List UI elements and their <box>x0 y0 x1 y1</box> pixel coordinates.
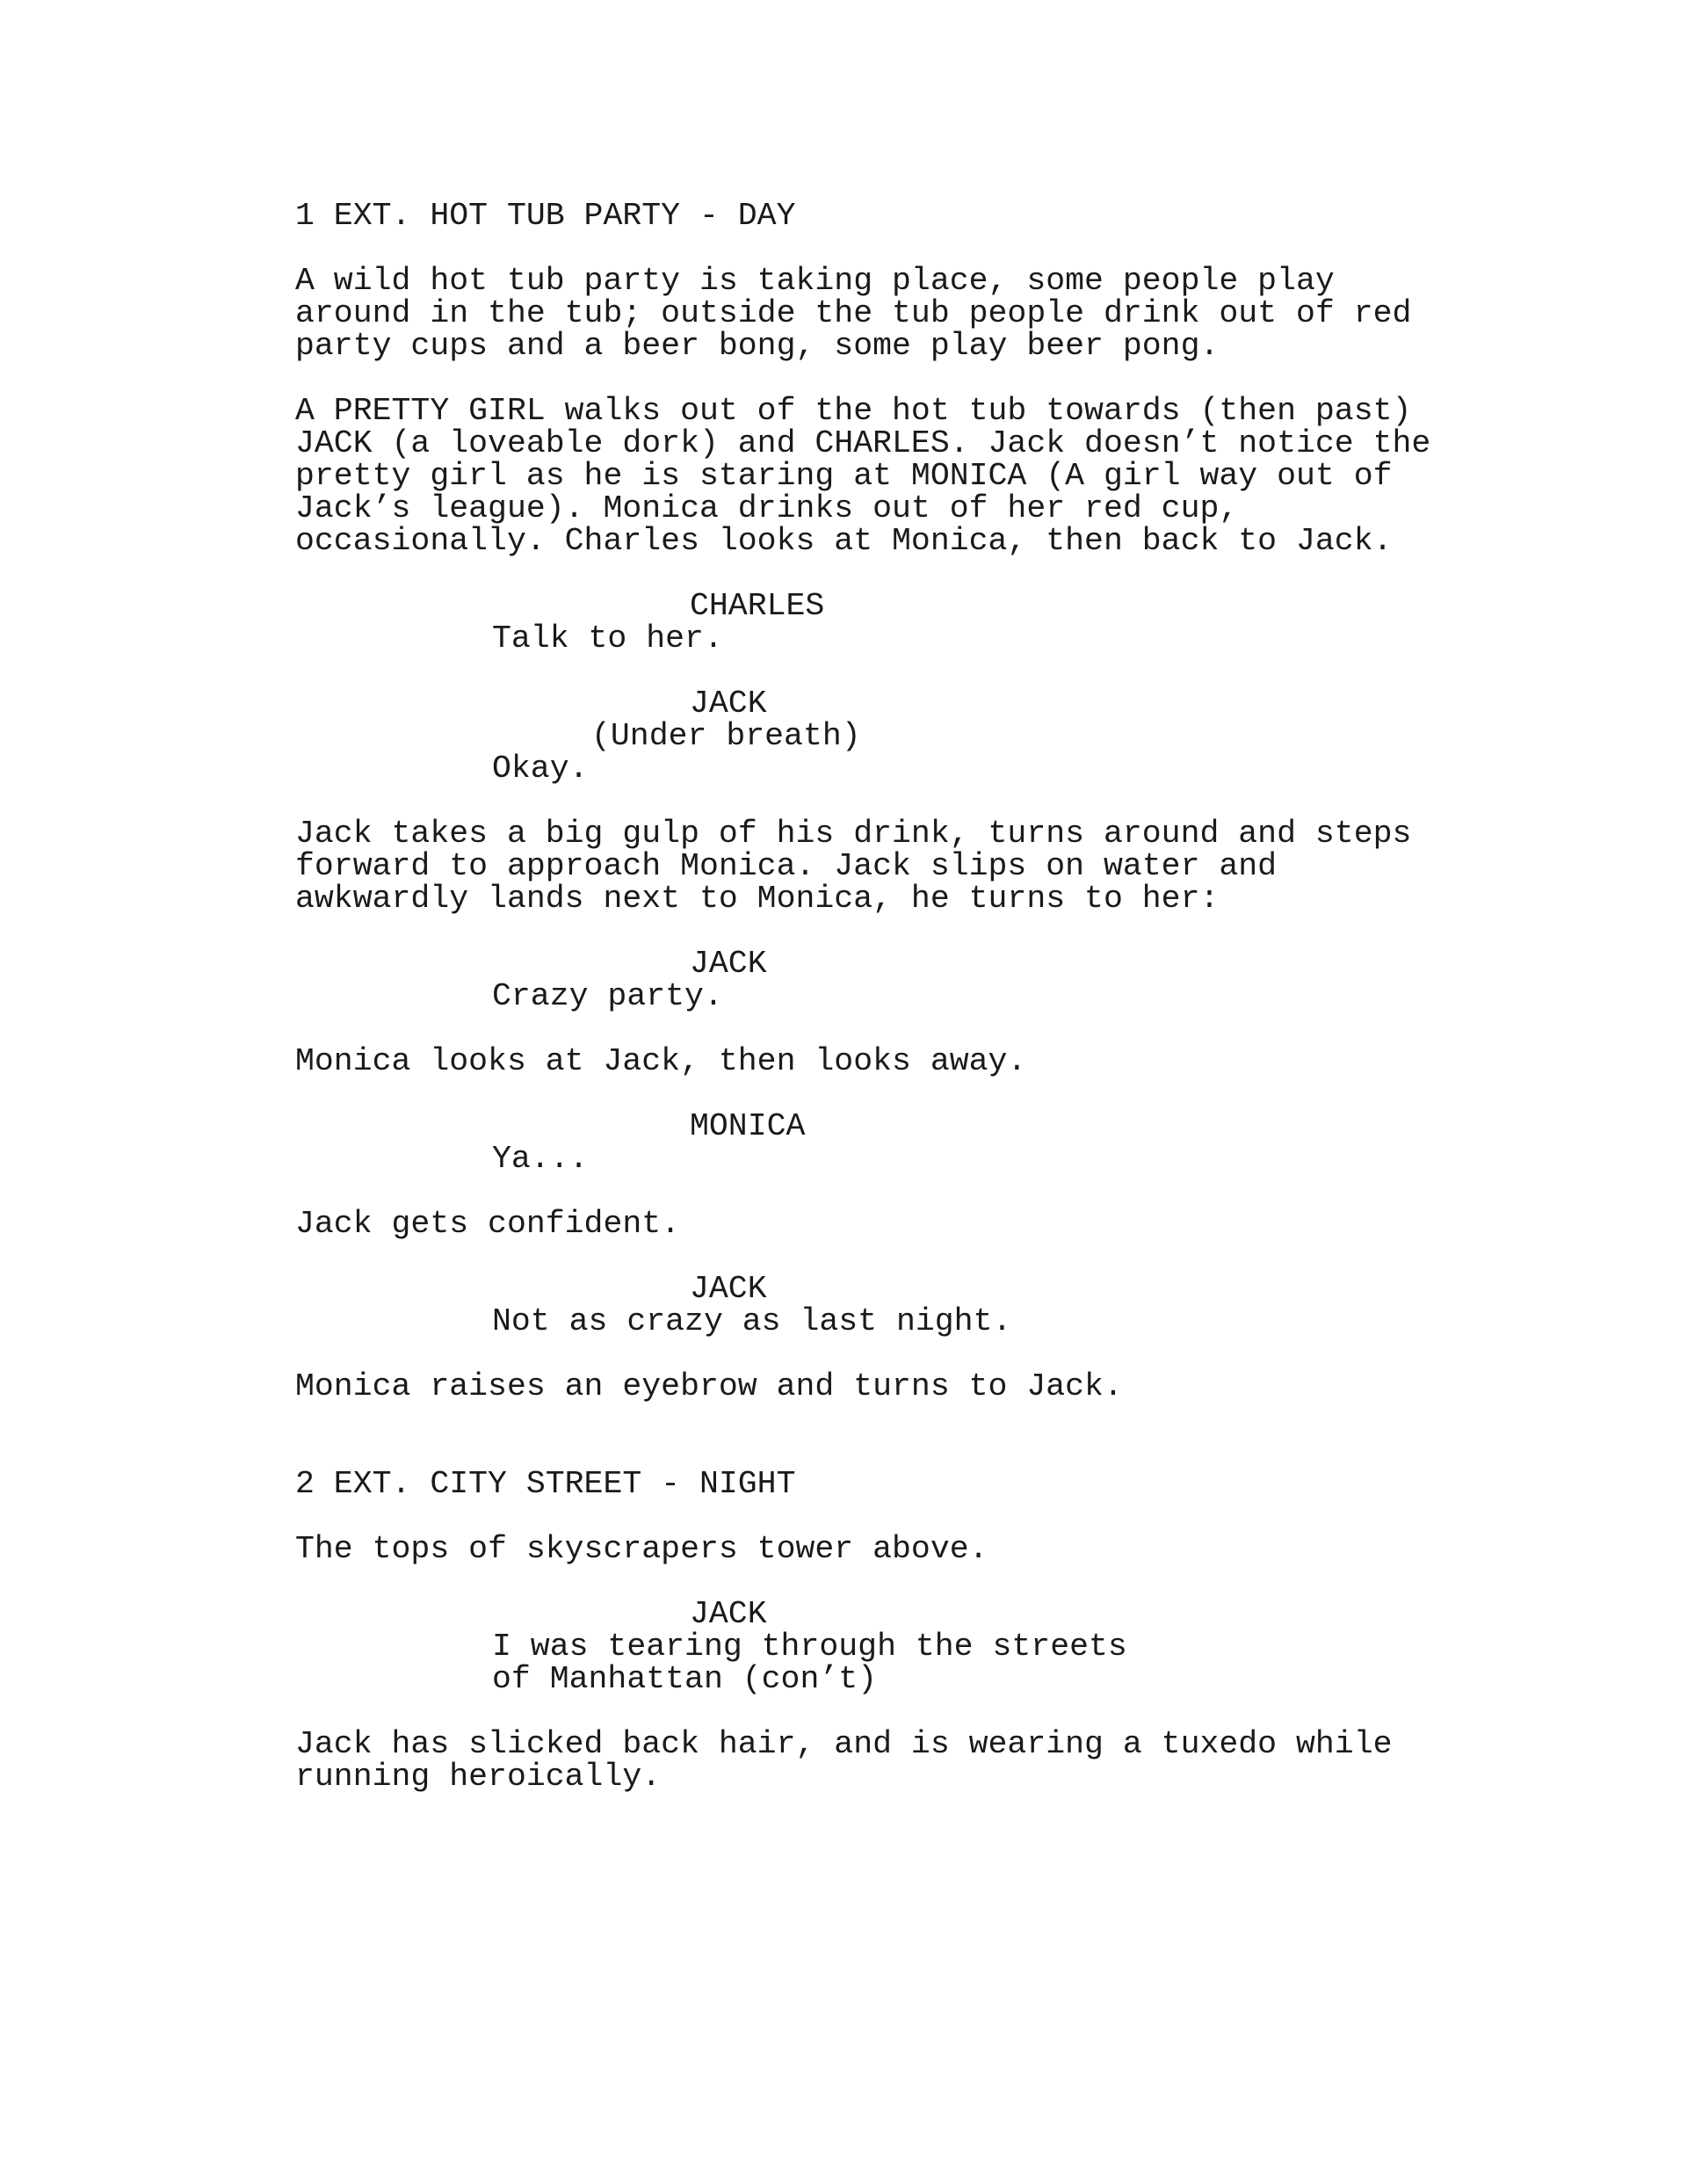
action-line: around in the tub; outside the tub people drink out of red <box>295 295 1412 331</box>
action-line: forward to approach Monica. Jack slips on water and <box>295 848 1278 884</box>
action-line: JACK (a loveable dork) and CHARLES. Jack doesn’t notice the <box>295 425 1431 461</box>
action-line: pretty girl as he is staring at MONICA (A girl way out of <box>295 458 1393 494</box>
action-line: Monica raises an eyebrow and turns to Jack. <box>295 1368 1123 1404</box>
action-line: party cups and a beer bong, some play beer pong. <box>295 328 1220 364</box>
dialogue-line: Okay. <box>492 751 589 787</box>
character-name: JACK <box>690 946 767 982</box>
character-name: JACK <box>690 686 767 722</box>
action-line: Jack’s league). Monica drinks out of her red cup, <box>295 490 1239 526</box>
dialogue-line: Talk to her. <box>492 620 723 657</box>
dialogue-line: Ya... <box>492 1141 589 1177</box>
action-line: Jack has slicked back hair, and is wearing a tuxedo while <box>295 1726 1393 1762</box>
character-name: JACK <box>690 1596 767 1632</box>
dialogue-line: I was tearing through the streets <box>492 1629 1127 1665</box>
action-line: Jack gets confident. <box>295 1206 681 1242</box>
character-name: CHARLES <box>690 588 825 624</box>
action-line: A wild hot tub party is taking place, some people play <box>295 263 1335 299</box>
parenthetical: (Under breath) <box>591 718 861 754</box>
action-line: A PRETTY GIRL walks out of the hot tub towards (then past) <box>295 393 1412 429</box>
character-name: MONICA <box>690 1108 806 1144</box>
action-line: running heroically. <box>295 1759 662 1795</box>
scene-heading: 2 EXT. CITY STREET - NIGHT <box>295 1466 796 1502</box>
dialogue-line: Not as crazy as last night. <box>492 1303 1012 1339</box>
action-line: awkwardly lands next to Monica, he turns to her: <box>295 881 1220 917</box>
dialogue-line: Crazy party. <box>492 978 723 1014</box>
scene-heading: 1 EXT. HOT TUB PARTY - DAY <box>295 198 796 234</box>
dialogue-line: of Manhattan (con’t) <box>492 1661 878 1697</box>
action-line: Jack takes a big gulp of his drink, turns around and steps <box>295 816 1412 852</box>
action-line: Monica looks at Jack, then looks away. <box>295 1043 1027 1079</box>
action-line: occasionally. Charles looks at Monica, then back to Jack. <box>295 523 1393 559</box>
action-line: The tops of skyscrapers tower above. <box>295 1531 988 1567</box>
character-name: JACK <box>690 1271 767 1307</box>
